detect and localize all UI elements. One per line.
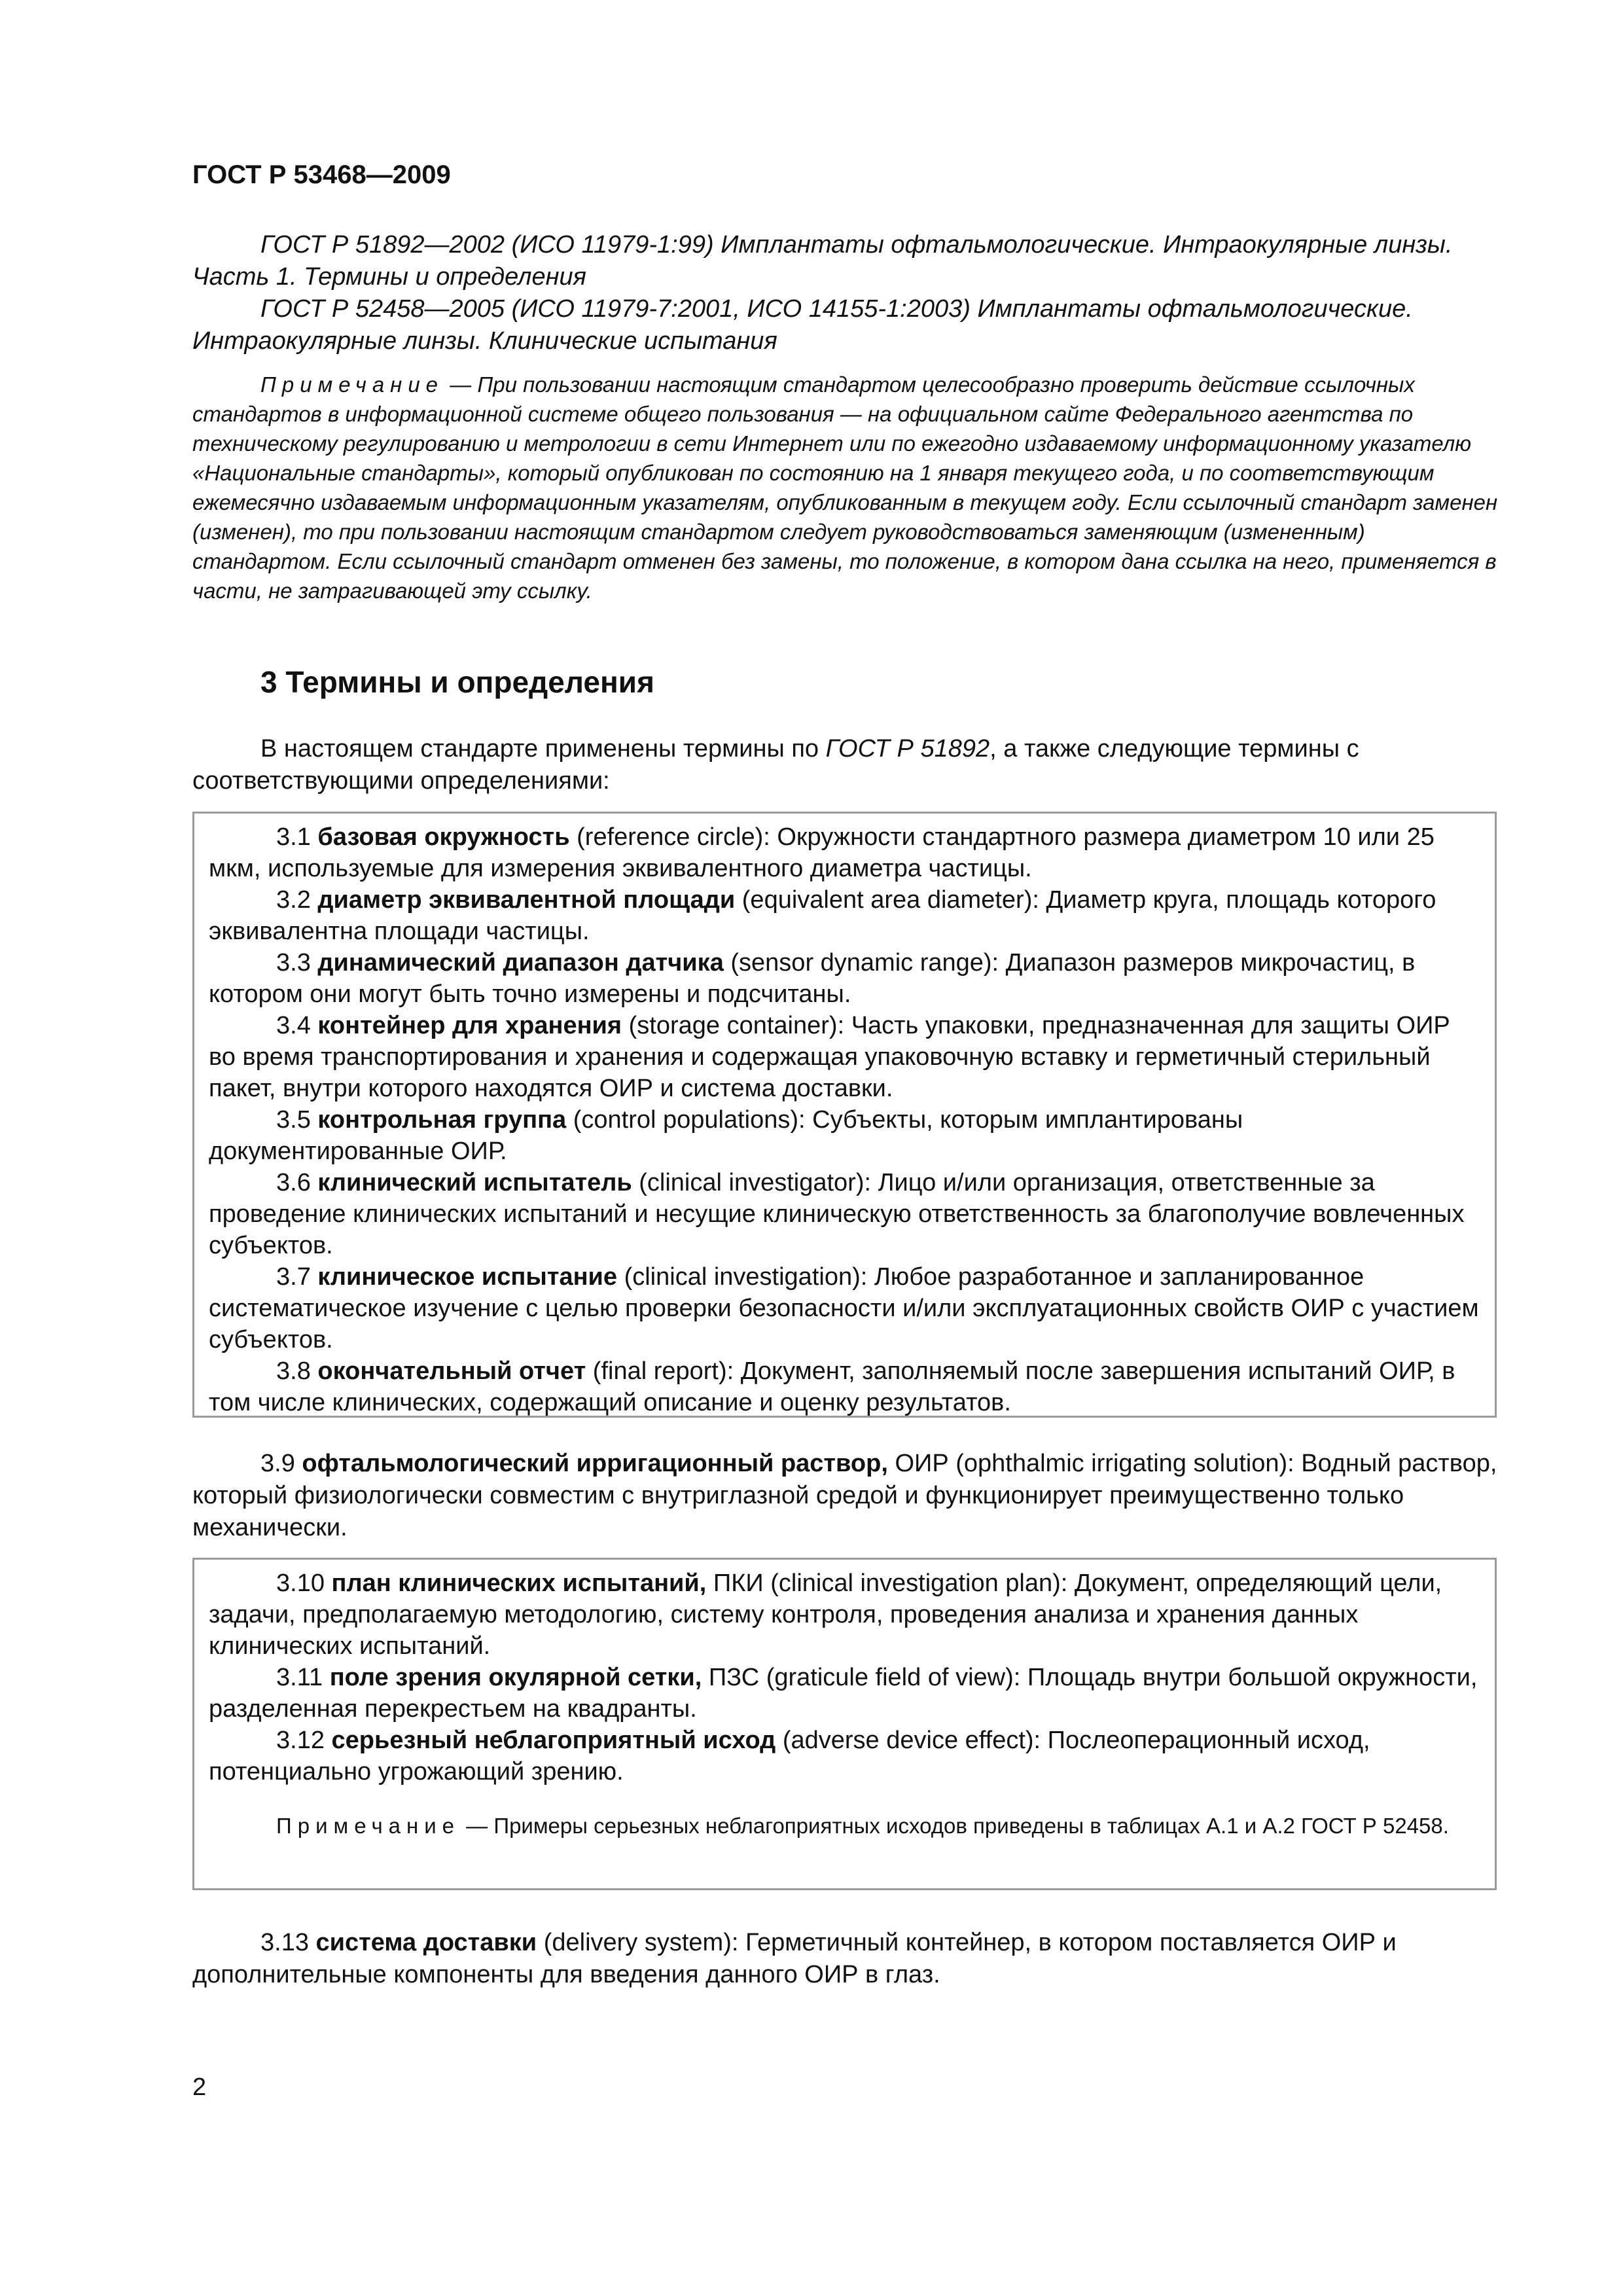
terms-box (192, 812, 1497, 1418)
note-label: Примечание (276, 1814, 461, 1838)
term-entry: 3.11 поле зрения окулярной сетки, ПЗС (graticule field of view): Площадь внутри большой окружности, разделенная перекрестьем на квадранты. (209, 1664, 1478, 1723)
reference-item: ГОСТ Р 52458—2005 (ИСО 11979-7:2001, ИСО 14155-1:2003) Имплантаты офтальмологические. Интраокулярные линзы. Клинические испытания (192, 295, 1413, 355)
section-intro (192, 733, 1499, 797)
references-note (192, 370, 1499, 605)
term-entry: 3.5 контрольная группа (control populations): Субъекты, которым имплантированы документированные ОИР. (209, 1106, 1243, 1165)
term-entry: 3.7 клиническое испытание (clinical investigation): Любое разработанное и запланированное систематическое изучение с целью проверки безопасности и/или эксплуатационных свойств ОИР с участием субъектов. (209, 1263, 1479, 1354)
term-entry: 3.8 окончательный отчет (final report): Документ, заполняемый после завершения испытаний ОИР, в том числе клинических, содержащий описание и оценку результатов. (209, 1357, 1455, 1416)
term-entry: 3.1 базовая окружность (reference circle): Окружности стандартного размера диаметром 10 или 25 мкм, используемые для измерения эквивалентного диаметра частицы. (209, 823, 1435, 882)
normative-references (192, 229, 1499, 357)
page-number: 2 (192, 2073, 207, 2101)
terms-box (192, 1558, 1497, 1890)
note-text: — При пользовании настоящим стандартом целесообразно проверить действие ссылочных стандартов в информационной системе общего пользования — на официальном сайте Федерального агентства по техническому регулированию и метрологии в сети Интернет или по ежегодно издаваемому информационному указателю «Национальные стандарты», который опубликован по состоянию на 1 января текущего года, и по соответствующим ежемесячно издаваемым информационным указателям, опубликованным в текущем году. Если ссылочный стандарт заменен (изменен), то при пользовании настоящим стандартом следует руководствоваться заменяющим (измененным) стандартом. Если ссылочный стандарт отменен без замены, то положение, в котором дана ссылка на него, применяется в части, не затрагивающей эту ссылку. (192, 372, 1498, 603)
intro-reference: ГОСТ Р 51892 (825, 735, 990, 762)
note-label: Примечание (260, 372, 444, 397)
term-entry: 3.4 контейнер для хранения (storage container): Часть упаковки, предназначенная для защиты ОИР во время транспортирования и хранения и содержащая упаковочную вставку и герметичный стерильный пакет, внутри которого находятся ОИР и система доставки. (209, 1012, 1450, 1102)
term-entry: 3.13 система доставки (delivery system): Герметичный контейнер, в котором поставляется ОИР и дополнительные компоненты для введения данного ОИР в глаз. (192, 1929, 1397, 1988)
term-entry: 3.3 динамический диапазон датчика (sensor dynamic range): Диапазон размеров микрочастиц, в котором они могут быть точно измерены и подсчитаны. (209, 949, 1416, 1008)
term-note (209, 1811, 1480, 1840)
term-entry: 3.9 офтальмологический ирригационный раствор, ОИР (ophthalmic irrigating solution): Водный раствор, который физиологически совместим с внутриглазной средой и функционирует преимущественно только механически. (192, 1450, 1497, 1541)
reference-item: ГОСТ Р 51892—2002 (ИСО 11979-1:99) Имплантаты офтальмологические. Интраокулярные линзы. Часть 1. Термины и определения (192, 231, 1453, 291)
intro-text: В настоящем стандарте применены термины по (260, 735, 826, 762)
term-entry: 3.12 серьезный неблагоприятный исход (adverse device effect): Послеоперационный исход, потенциально угрожающий зрению. (209, 1727, 1370, 1785)
term-entry: 3.10 план клинических испытаний, ПКИ (clinical investigation plan): Документ, определяющий цели, задачи, предполагаемую методологию, систему контроля, проведения анализа и хранения данных клинических испытаний. (209, 1570, 1442, 1660)
note-text: — Примеры серьезных неблагоприятных исходов приведены в таблицах А.1 и А.2 ГОСТ Р 52458. (460, 1814, 1449, 1838)
term-entry: 3.6 клинический испытатель (clinical investigator): Лицо и/или организация, ответственные за проведение клинических испытаний и несущие клиническую ответственность за благополучие вовлеченных субъектов. (209, 1169, 1465, 1259)
term-entry: 3.2 диаметр эквивалентной площади (equivalent area diameter): Диаметр круга, площадь которого эквивалентна площади частицы. (209, 886, 1436, 945)
intro-text: , а также следующие термины с соответствующими определениями: (192, 735, 1359, 795)
section-title: 3 Термины и определения (260, 665, 654, 699)
document-header: ГОСТ Р 53468—2009 (192, 160, 451, 189)
